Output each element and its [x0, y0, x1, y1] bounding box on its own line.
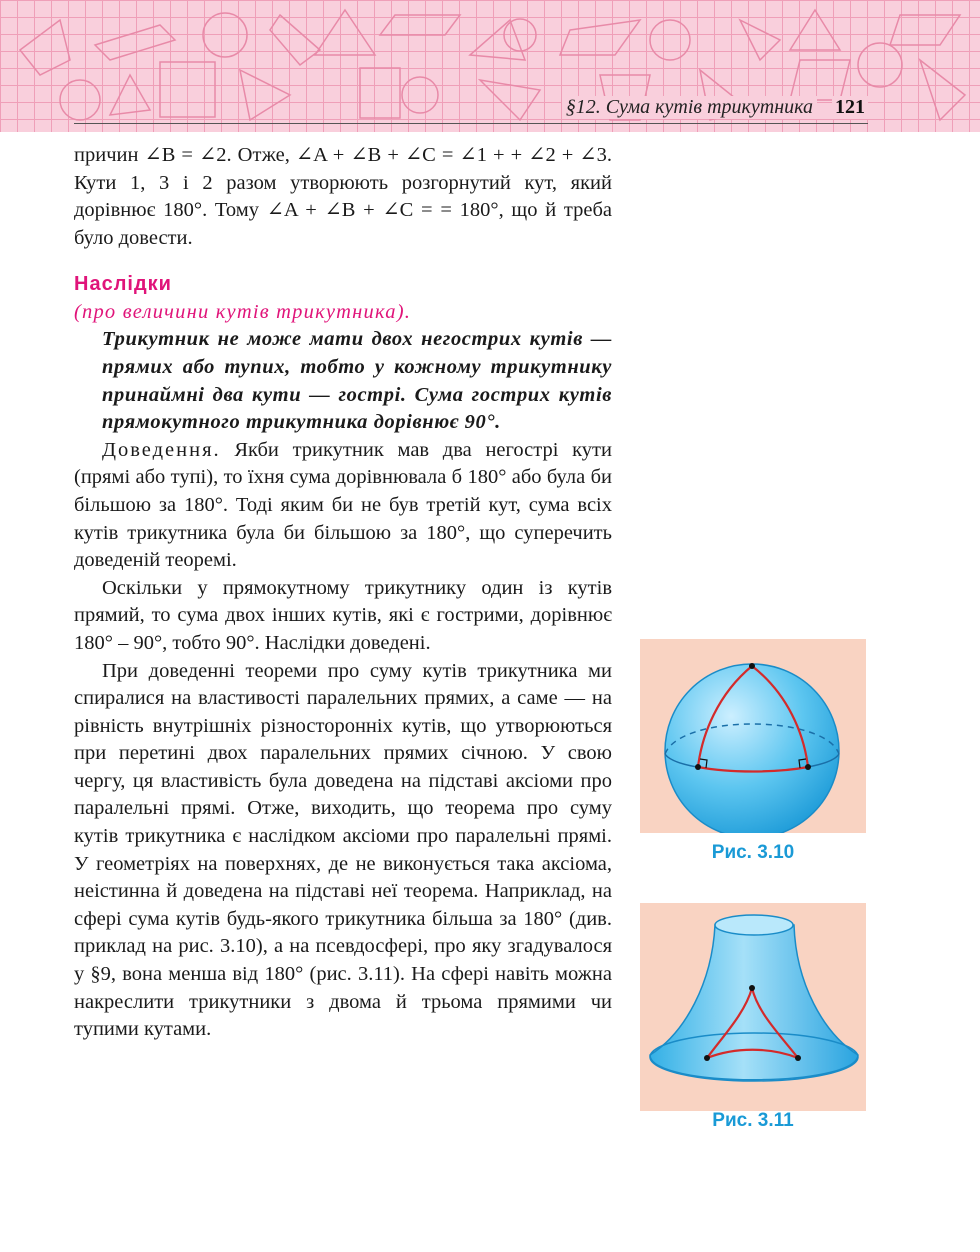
- final-paragraph: При доведенні теореми про суму кутів трикутника ми спиралися на властивості паралельних прямих, а саме — на рівність внутрішніх різносторонніх кутів, що утворюються при перетині двох паралельних прямих січною. У свою чергу, ця властивість була доведена на підставі аксіоми про паралельні прямі. Отже, виходить, що теорема про суму кутів трикутника є наслідком аксіоми про паралельні прямі. У геометріях на поверхнях, де не виконується така аксіома, неістинна й доведена на підставі неї теорема. Наприклад, на сфері сума кутів будь-якого трикутника більша за 180° (див. приклад на рис. 3.10), а на псевдосфері, про яку згадувалося у §9, вона менша від 180° (рис. 3.11). На сфері навіть можна накреслити трикутники з двома й трьома прямими чи тупими кутами.: [74, 659, 612, 1041]
- proof-paragraph: [74, 437, 612, 575]
- sphere-illustration: [640, 639, 866, 833]
- corollary-statement: Трикутник не може мати двох негострих кутів — прямих або тупих, тобто у кожному трикутнику принаймні два кути — гострі. Сума гострих кутів прямокутного трикутника дорівнює 90°.: [102, 328, 612, 434]
- section-title: Наслідки: [74, 273, 172, 296]
- intro-paragraph: причин ∠B = ∠2. Отже, ∠A + ∠B + ∠C = ∠1 + + ∠2 + ∠3. Кути 1, 3 і 2 разом утворюють розгорнутий кут, який дорівнює 180°. Тому ∠A + ∠B + ∠C = = 180°, що й треба було довести.: [74, 144, 612, 249]
- main-text-column: [74, 142, 612, 1044]
- proof-label: Доведення.: [102, 438, 221, 461]
- figure-sphere: [640, 639, 866, 833]
- header-label-bar: [0, 96, 980, 126]
- page-number: 121: [832, 96, 868, 119]
- proof-text: Якби трикутник мав два негострі кути (прямі або тупі), то їхня сума дорівнювала б 180° або була би більшою за 180°. Тоді яким би не був третій кут, сума всіх кутів трикутника була би більшою за 180°, що суперечить доведеній теоремі.: [74, 438, 612, 572]
- running-title: §12. Сума кутів трикутника: [562, 96, 817, 119]
- pseudosphere-illustration: [640, 903, 866, 1111]
- section-subtitle: (про величини кутів трикутника).: [74, 301, 412, 324]
- right-triangle-paragraph: Оскільки у прямокутному трикутнику один із кутів прямий, то сума двох інших кутів, які є гострими, дорівнює 180° – 90°, тобто 90°. Наслідки доведені.: [74, 576, 612, 654]
- figure-pseudosphere: [640, 903, 866, 1111]
- figure-caption-1: Рис. 3.10: [711, 842, 795, 863]
- page-header: [0, 0, 980, 132]
- header-rule: [74, 123, 868, 124]
- figure-caption-2: Рис. 3.11: [712, 1110, 794, 1131]
